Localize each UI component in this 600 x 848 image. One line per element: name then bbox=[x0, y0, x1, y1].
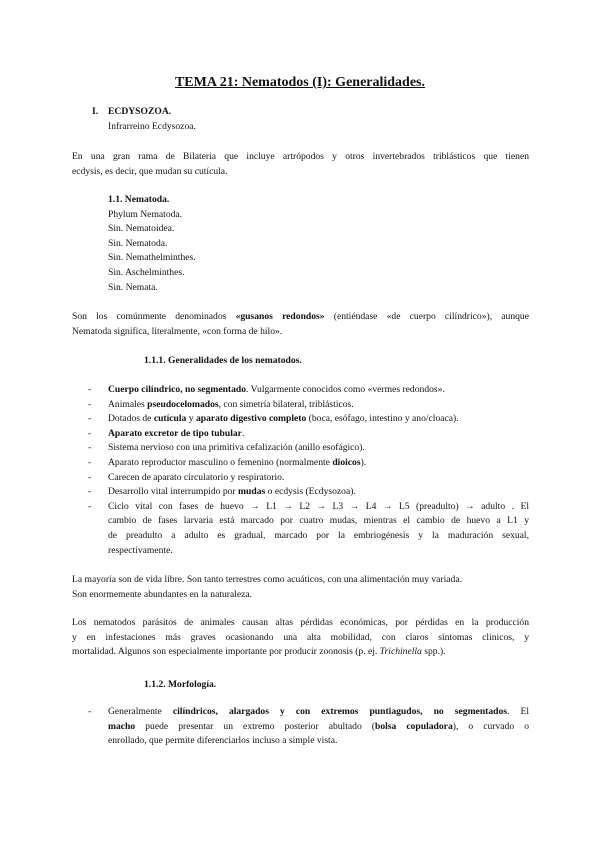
bullet-dash: - bbox=[88, 471, 92, 483]
text-run: Desarrollo vital interrumpido por bbox=[108, 486, 239, 498]
bold-run: Aparato excretor de tipo tubular bbox=[108, 427, 242, 439]
text-run: Aparato reproductor masculino o femenino (normalmente bbox=[108, 456, 333, 468]
text-run: ). bbox=[360, 456, 367, 468]
morfologia-line-2 bbox=[108, 720, 529, 735]
section-heading-ecdysozoa: ECDYSOZOA. bbox=[108, 106, 172, 117]
bullet-dash: - bbox=[88, 500, 92, 512]
morfologia-list bbox=[88, 705, 529, 749]
text-run: . El bbox=[507, 706, 529, 717]
list-item bbox=[88, 456, 529, 471]
morfologia-line-1 bbox=[108, 705, 529, 720]
bullet-dash: - bbox=[88, 486, 92, 498]
common-name-line-1 bbox=[72, 310, 529, 325]
text-run: puede presentar un extremo posterior abultado ( bbox=[135, 720, 375, 732]
text-run: o ecdysis (Ecdysozoa). bbox=[265, 486, 356, 498]
nematoda-item: Sin. Nematoda. bbox=[108, 237, 168, 249]
generalidades-list bbox=[88, 383, 529, 558]
text-run: mortalidad. Algunos son especialmente importante por producir zoonosis (p. ej. bbox=[72, 646, 380, 658]
parasites-line-2: y en infestaciones más graves ocasionando una alta mobilidad, con claros síntomas clínicos, y bbox=[72, 631, 529, 643]
section-number: I. bbox=[92, 106, 99, 117]
common-name-paragraph bbox=[72, 310, 529, 339]
page-title: TEMA 21: Nematodos (I): Generalidades. bbox=[174, 75, 426, 90]
parasites-line-3 bbox=[72, 645, 529, 660]
bold-run: dioicos bbox=[332, 456, 361, 468]
free-living-paragraph bbox=[72, 573, 529, 602]
nematoda-heading: 1.1. Nematoda. bbox=[108, 194, 170, 205]
text-run: spp.). bbox=[421, 646, 446, 658]
nematoda-item: Sin. Aschelminthes. bbox=[108, 266, 185, 278]
text-run: Dotados de bbox=[108, 413, 154, 425]
cycle-line-2: cambio de fases larvaria está marcado por cuatro mudas, mientras el cambio de huevo a L1 y bbox=[108, 515, 529, 527]
bullet-dash: - bbox=[88, 456, 92, 468]
bold-run: cutícula bbox=[153, 413, 187, 425]
list-item bbox=[88, 485, 529, 500]
text-run: Generalmente bbox=[108, 706, 173, 717]
italic-run: Trichinella bbox=[379, 646, 422, 658]
bold-run: bolsa copuladora bbox=[374, 720, 453, 732]
section-subtitle: Infrarreino Ecdysozoa. bbox=[108, 121, 196, 132]
text-run: (entiéndase «de cuerpo cilíndrico»), aunque bbox=[324, 311, 529, 322]
cycle-line-1: Ciclo vital con fases de huevo → L1 → L2 → L3 → L4 → L5 (preadulto) → adulto . El bbox=[108, 500, 529, 512]
text-run: Carecen de aparato circulatorio y respiratorio. bbox=[108, 471, 285, 483]
bullet-dash: - bbox=[88, 442, 92, 454]
bold-run: «gusanos redondos» bbox=[235, 311, 325, 322]
text-run: (boca, esófago, intestino y ano/cloaca). bbox=[306, 413, 459, 425]
list-item bbox=[88, 705, 529, 749]
bold-run: Cuerpo cilíndrico, no segmentado bbox=[108, 384, 247, 395]
list-item bbox=[88, 427, 529, 442]
nematoda-item: Sin. Nematoidea. bbox=[108, 223, 175, 235]
list-item bbox=[88, 441, 529, 456]
list-item bbox=[88, 398, 529, 413]
cycle-line-4: respectivamente. bbox=[108, 544, 173, 556]
text-run: , con simetría bilateral, triblásticos. bbox=[218, 398, 354, 410]
free-living-line-1: La mayoría son de vida libre. Son tanto terrestres como acuáticos, con una alimentación muy variada. bbox=[72, 574, 463, 585]
list-item bbox=[88, 383, 529, 398]
intro-paragraph bbox=[72, 150, 529, 179]
text-run: Animales bbox=[108, 398, 148, 410]
nematoda-item: Phylum Nematoda. bbox=[108, 208, 183, 220]
text-run: Sistema nervioso con una primitiva cefalización (anillo esofágico). bbox=[108, 442, 365, 454]
text-run: ), o curvado o bbox=[452, 720, 529, 732]
nematoda-section bbox=[108, 193, 196, 295]
generalidades-heading: 1.1.1. Generalidades de los nematodos. bbox=[144, 355, 302, 366]
intro-line-1: En una gran rama de Bilateria que incluye artrópodos y otros invertebrados triblásticos que tienen bbox=[72, 151, 529, 162]
bold-run: macho bbox=[108, 720, 136, 732]
parasites-paragraph bbox=[72, 616, 529, 660]
text-run: . Vulgarmente conocidos como «vermes redondos». bbox=[246, 384, 445, 395]
text-run: . bbox=[241, 427, 245, 439]
cycle-line-3: de preadulto a adulto es gradual, marcado por la embriogénesis y la maduración sexual, bbox=[108, 529, 529, 541]
nematoda-item: Sin. Nemata. bbox=[108, 281, 158, 293]
bold-run: cilíndricos, alargados y con extremos puntiagudos, no segmentados bbox=[172, 706, 508, 717]
bold-run: aparato digestivo completo bbox=[195, 413, 307, 425]
list-item bbox=[88, 412, 529, 427]
nematoda-item: Sin. Nemathelminthes. bbox=[108, 252, 196, 264]
bullet-dash: - bbox=[88, 384, 92, 395]
text-run: y bbox=[186, 413, 196, 425]
bullet-dash: - bbox=[88, 398, 92, 410]
morfologia-line-3: enrollado, que permite diferenciarlos incluso a simple vista. bbox=[108, 735, 338, 747]
bullet-dash: - bbox=[88, 413, 92, 425]
intro-line-2: ecdysis, es decir, que mudan su cutícula. bbox=[72, 165, 228, 177]
bullet-dash: - bbox=[88, 706, 92, 717]
parasites-line-1: Los nematodos parásitos de animales causan altas pérdidas económicas, por pérdidas en la producción bbox=[72, 617, 529, 628]
list-item bbox=[88, 500, 529, 558]
bold-run: pseudocelomados bbox=[147, 398, 219, 410]
free-living-line-2: Son enormemente abundantes en la naturaleza. bbox=[72, 588, 253, 600]
morfologia-heading: 1.1.2. Morfología. bbox=[144, 679, 217, 690]
text-run: Son los comúnmente denominados bbox=[72, 311, 236, 322]
common-name-line-2: Nematoda significa, literalmente, «con forma de hilo». bbox=[72, 325, 283, 337]
bold-run: mudas bbox=[238, 486, 266, 498]
list-item bbox=[88, 471, 529, 486]
bullet-dash: - bbox=[88, 427, 92, 439]
